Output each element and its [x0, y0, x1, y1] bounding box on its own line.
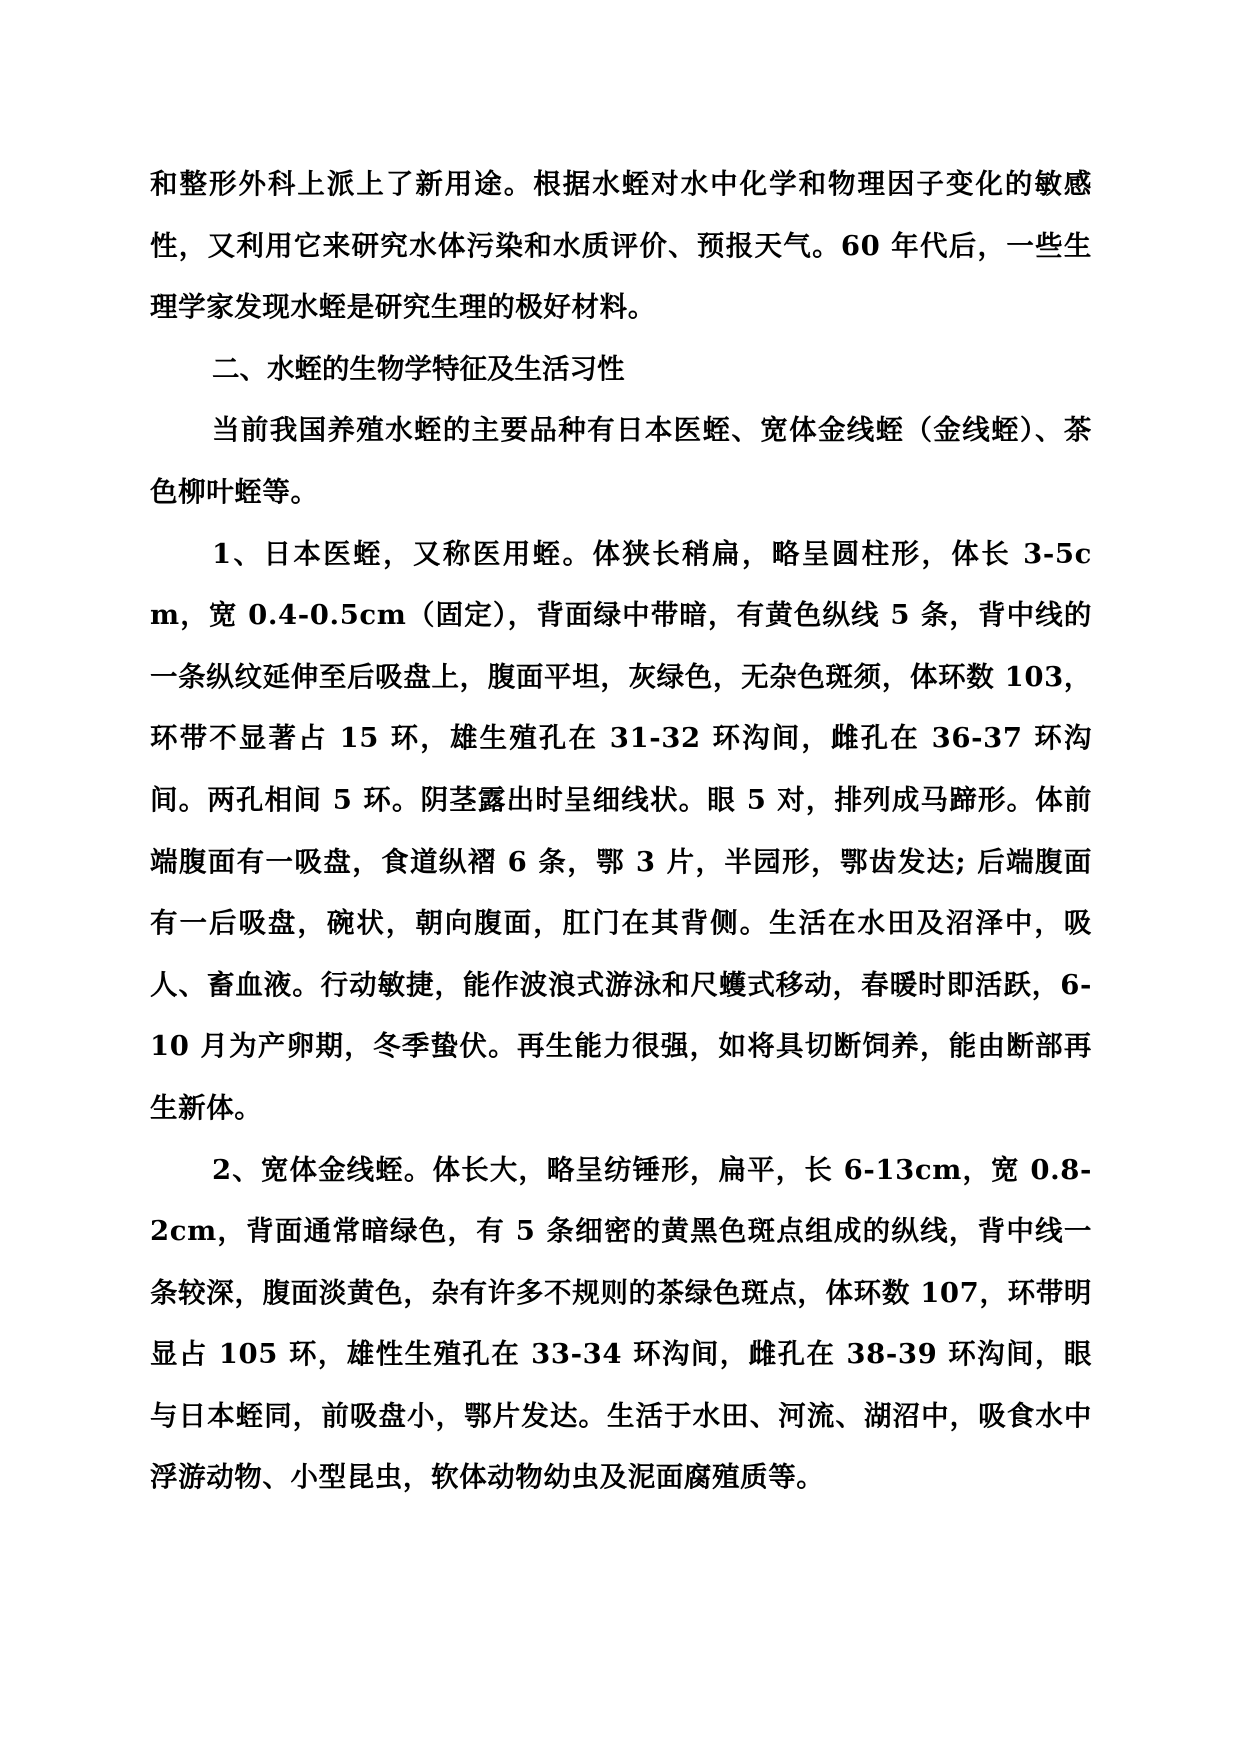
paragraph-species-intro: 当前我国养殖水蛭的主要品种有日本医蛭、宽体金线蛭（金线蛭）、茶色柳叶蛭等。: [150, 414, 1092, 508]
paragraph-species-2: 2、宽体金线蛭。体长大，略呈纺锤形，扁平，长 6-13cm，宽 0.8-2cm，背面通常暗绿色，有 5 条细密的黄黑色斑点组成的纵线，背中线一条较深，腹面淡黄色，杂有许多不规则的茶绿色斑点，体环数 107，环带明显占 105 环，雄性生殖孔在 33-34 环沟间，雌孔在 38-39 环沟间，眼与日本蛭同，前吸盘小，鄂片发达。生活于水田、河流、湖沼中，吸食水中浮游动物、小型昆虫，软体动物幼虫及泥面腐殖质等。: [150, 1153, 1092, 1494]
section-heading: 二、水蛭的生物学特征及生活习性: [212, 352, 625, 385]
paragraph-continuation: 和整形外科上派上了新用途。根据水蛭对水中化学和物理因子变化的敏感性，又利用它来研究水体污染和水质评价、预报天气。60 年代后，一些生理学家发现水蛭是研究生理的极好材料。: [150, 168, 1092, 324]
document-body: [150, 154, 1092, 1509]
paragraph-species-1: 1、日本医蛭，又称医用蛭。体狭长稍扁，略呈圆柱形，体长 3-5cm，宽 0.4-0.5cm（固定），背面绿中带暗，有黄色纵线 5 条，背中线的一条纵纹延伸至后吸盘上，腹面平坦，灰绿色，无杂色斑须，体环数 103，环带不显著占 15 环，雄生殖孔在 31-32 环沟间，雌孔在 36-37 环沟间。两孔相间 5 环。阴茎露出时呈细线状。眼 5 对，排列成马蹄形。体前端腹面有一吸盘，食道纵褶 6 条，鄂 3 片，半园形，鄂齿发达; 后端腹面有一后吸盘，碗状，朝向腹面，肛门在其背侧。生活在水田及沼泽中，吸人、畜血液。行动敏捷，能作波浪式游泳和尺蠖式移动，春暖时即活跃，6-10 月为产卵期，冬季蛰伏。再生能力很强，如将具切断饲养，能由断部再生新体。: [150, 537, 1092, 1124]
